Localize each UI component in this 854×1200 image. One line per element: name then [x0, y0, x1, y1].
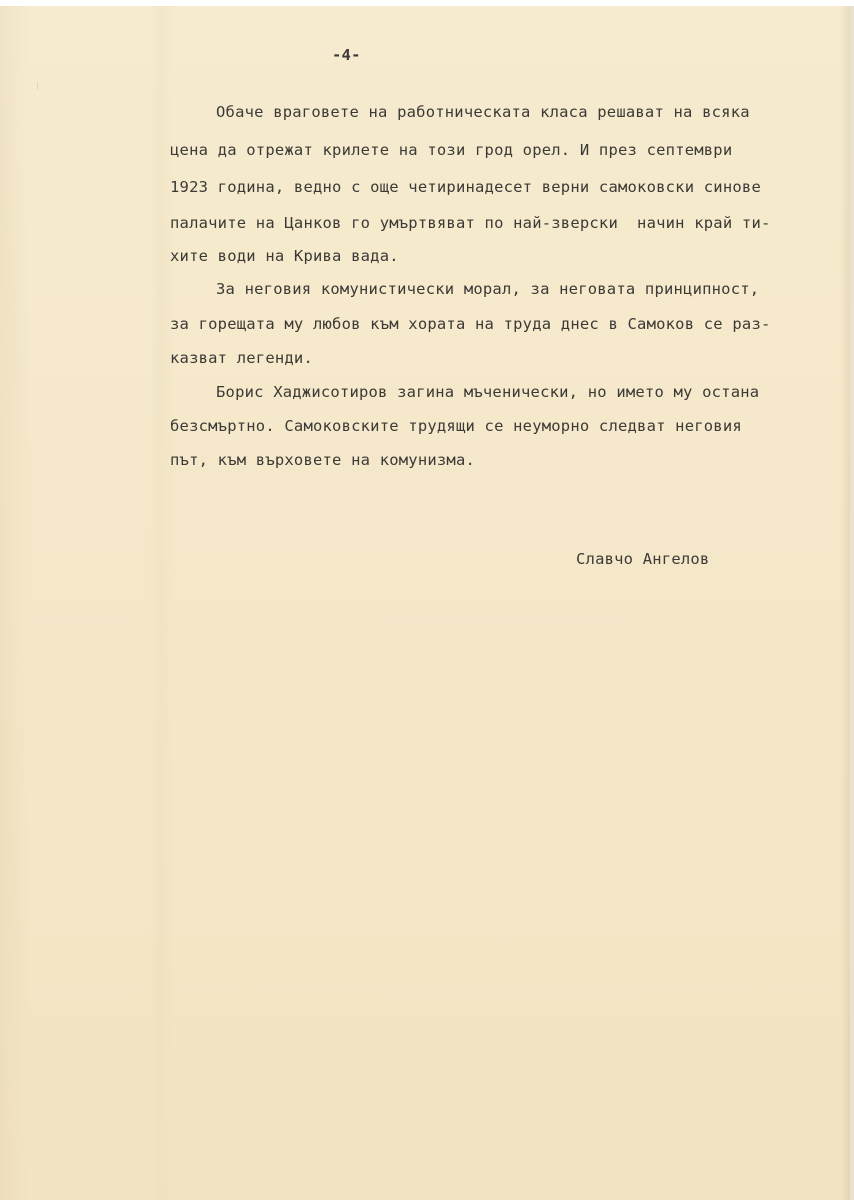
- paper-speck: ⁞: [36, 81, 40, 92]
- paragraph-2-line-2: за горещата му любов към хората на труда днес в Самоков се раз-: [170, 315, 771, 333]
- paragraph-1-line-4: палачите на Цанков го умъртвяват по най-зверски начин край ти-: [170, 214, 771, 232]
- page-edge-shadow: [840, 6, 850, 1200]
- paragraph-3-line-3: път, към върховете на комунизма.: [170, 451, 476, 469]
- paragraph-1-line-1: Обаче враговете на работническата класа решават на всяка: [216, 103, 750, 121]
- page-number: -4-: [332, 46, 361, 64]
- paragraph-1-line-3: 1923 година, ведно с още четиринадесет верни самоковски синове: [170, 178, 761, 196]
- paragraph-1-line-5: хите води на Крива вада.: [170, 247, 399, 265]
- paragraph-2-line-1: За неговия комунистически морал, за неговата принципност,: [216, 280, 760, 298]
- paragraph-2-line-3: казват легенди.: [170, 349, 313, 367]
- signature: Славчо Ангелов: [576, 550, 710, 568]
- document-page: [0, 6, 854, 1200]
- paragraph-3-line-2: безсмъртно. Самоковските трудящи се неуморно следват неговия: [170, 417, 742, 435]
- paragraph-3-line-1: Борис Хаджисотиров загина мъченически, но името му остана: [216, 383, 760, 401]
- paragraph-1-line-2: цена да отрежат крилете на този грод орел. И през септември: [170, 141, 733, 159]
